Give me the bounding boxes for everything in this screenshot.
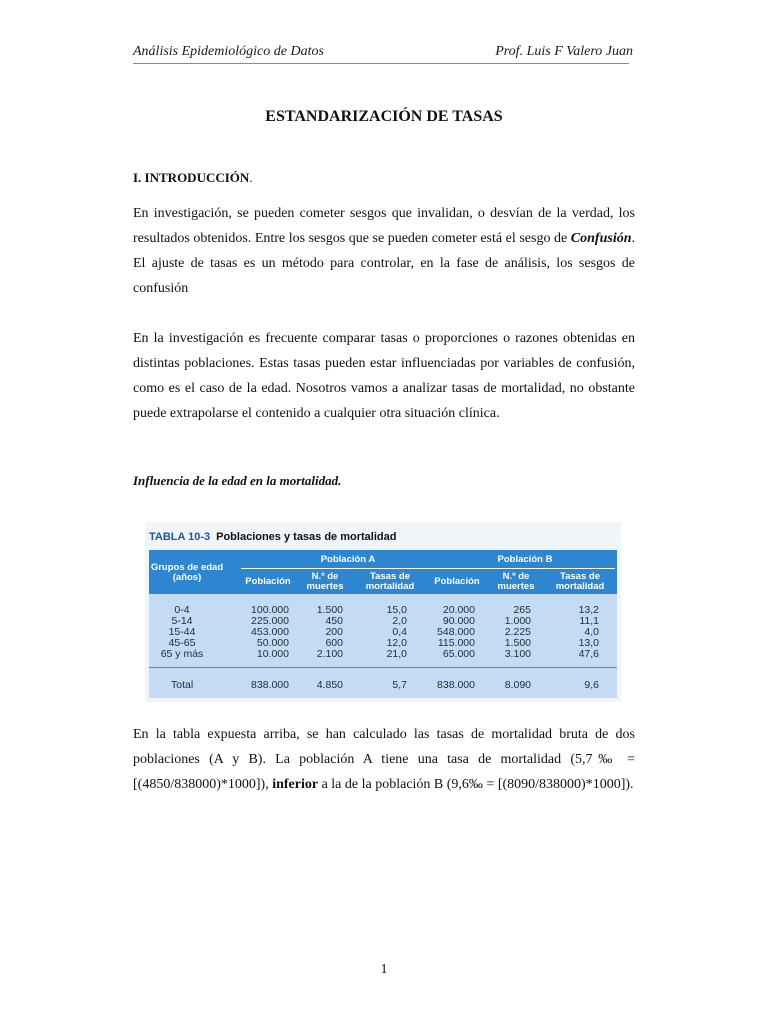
- header-population-b-rule: [435, 568, 615, 569]
- header-b-tasas-line2: mortalidad: [555, 581, 605, 592]
- header-age-groups-line2: (años): [172, 572, 202, 583]
- paragraph-analysis-text-b: a la de la población B (9,6‰ = [(8090/838000)*1000]).: [318, 777, 634, 792]
- cell-a-tasa: 12,0: [386, 637, 407, 649]
- header-a-poblacion: Población: [245, 576, 291, 587]
- cell-b-muertes: 265: [513, 604, 531, 616]
- mortality-table: [149, 550, 617, 698]
- cell-total-a-muertes: 4.850: [316, 679, 343, 691]
- section-heading-text: I. INTRODUCCIÓN: [133, 170, 250, 185]
- paragraph-intro-text-b: . El ajuste de tasas es un método para controlar, en la fase de análisis, los sesgos de confusión: [133, 231, 635, 296]
- mortality-table-figure: [145, 522, 621, 702]
- page-number: 1: [380, 962, 388, 977]
- header-population-a: Población A: [320, 554, 376, 565]
- cell-a-tasa: 21,0: [386, 648, 407, 660]
- cell-b-muertes: 1.500: [504, 637, 531, 649]
- section-heading-introduction: [133, 170, 253, 186]
- total-row-divider: [149, 667, 617, 668]
- paragraph-table-analysis: [133, 722, 635, 797]
- cell-a-tasa: 0,4: [392, 626, 407, 638]
- header-b-muertes-line1: N.º de: [502, 571, 530, 582]
- cell-b-poblacion: 548.000: [437, 626, 475, 638]
- cell-a-muertes: 450: [325, 615, 343, 627]
- cell-a-muertes: 200: [325, 626, 343, 638]
- cell-b-muertes: 2.225: [504, 626, 531, 638]
- cell-total-a-tasa: 5,7: [392, 679, 407, 691]
- header-a-muertes-line1: N.º de: [311, 571, 339, 582]
- cell-a-tasa: 2,0: [392, 615, 407, 627]
- cell-age-group: 15-44: [168, 626, 196, 638]
- cell-b-tasa: 13,0: [578, 637, 599, 649]
- table-caption: [149, 531, 396, 543]
- cell-age-group: 45-65: [168, 637, 196, 649]
- running-header-author: Prof. Luis F Valero Juan: [495, 44, 633, 59]
- header-divider: [133, 63, 629, 64]
- header-a-tasas-line1: Tasas de: [370, 571, 410, 582]
- header-b-tasas-line1: Tasas de: [560, 571, 600, 582]
- cell-total-b-muertes: 8.090: [504, 679, 531, 691]
- header-a-tasas-line2: mortalidad: [365, 581, 415, 592]
- header-a-muertes: [295, 572, 355, 592]
- header-b-muertes-line2: muertes: [497, 581, 535, 592]
- cell-total-b-tasa: 9,6: [584, 679, 599, 691]
- table-caption-text: Poblaciones y tasas de mortalidad: [216, 531, 397, 543]
- header-age-groups: [149, 563, 225, 583]
- emphasis-confusion: Confusión: [570, 231, 632, 246]
- emphasis-inferior: inferior: [272, 777, 319, 792]
- running-header-course: Análisis Epidemiológico de Datos: [133, 44, 324, 59]
- cell-total-b-poblacion: 838.000: [437, 679, 475, 691]
- table-label: TABLA 10-3: [149, 531, 211, 543]
- cell-total-a-poblacion: 838.000: [251, 679, 289, 691]
- cell-a-poblacion: 50.000: [256, 637, 289, 649]
- cell-age-group: 5-14: [171, 615, 193, 627]
- cell-a-poblacion: 225.000: [251, 615, 289, 627]
- paragraph-comparison: En la investigación es frecuente comparar tasas o proporciones o razones obtenidas en distintas poblaciones. Estas tasas pueden estar influenciadas por variables de confusión, como es el caso de la edad. Nosotros vamos a analizar tasas de mortalidad, no obstante puede extrapolarse el contenido a cualquier otra situación clínica.: [133, 331, 635, 421]
- cell-b-tasa: 4,0: [584, 626, 599, 638]
- paragraph-intro-text-a: En investigación, se pueden cometer sesgos que invalidan, o desvían de la verdad, los resultados obtenidos. Entre los sesgos que se pueden cometer está el sesgo de: [133, 206, 635, 246]
- cell-age-group: 65 y más: [160, 648, 204, 660]
- cell-b-poblacion: 65.000: [442, 648, 475, 660]
- cell-total-label: Total: [171, 679, 194, 691]
- table-header: [149, 550, 617, 594]
- cell-age-group: 0-4: [174, 604, 190, 616]
- header-b-tasas: [547, 572, 613, 592]
- paragraph-analysis-text-a: En la tabla expuesta arriba, se han calculado las tasas de mortalidad bruta de dos poblaciones (A y B). La población A tiene una tasa de mortalidad (5,7‰ = [(4850/838000)*1000]),: [133, 727, 635, 792]
- paragraph-intro: [133, 201, 635, 301]
- section-heading-period: .: [249, 170, 253, 185]
- header-age-groups-line1: Grupos de edad: [150, 562, 224, 573]
- header-b-muertes: [485, 572, 547, 592]
- cell-b-tasa: 11,1: [579, 615, 599, 627]
- cell-a-poblacion: 100.000: [251, 604, 289, 616]
- cell-b-tasa: 13,2: [578, 604, 599, 616]
- cell-b-muertes: 3.100: [504, 648, 531, 660]
- subheading-age-influence: Influencia de la edad en la mortalidad.: [133, 473, 342, 488]
- cell-a-muertes: 2.100: [316, 648, 343, 660]
- header-population-a-rule: [241, 568, 455, 569]
- document-title: ESTANDARIZACIÓN DE TASAS: [265, 108, 503, 125]
- cell-a-tasa: 15,0: [386, 604, 407, 616]
- cell-b-muertes: 1.000: [504, 615, 531, 627]
- cell-b-poblacion: 90.000: [442, 615, 475, 627]
- header-population-b: Población B: [497, 554, 553, 565]
- header-b-poblacion: Población: [434, 576, 480, 587]
- cell-a-muertes: 600: [325, 637, 343, 649]
- header-a-tasas: [359, 572, 421, 592]
- cell-a-poblacion: 10.000: [256, 648, 289, 660]
- cell-a-poblacion: 453.000: [251, 626, 289, 638]
- header-a-muertes-line2: muertes: [306, 581, 344, 592]
- cell-b-tasa: 47,6: [578, 648, 599, 660]
- cell-a-muertes: 1.500: [316, 604, 343, 616]
- cell-b-poblacion: 20.000: [442, 604, 475, 616]
- cell-b-poblacion: 115.000: [437, 637, 475, 649]
